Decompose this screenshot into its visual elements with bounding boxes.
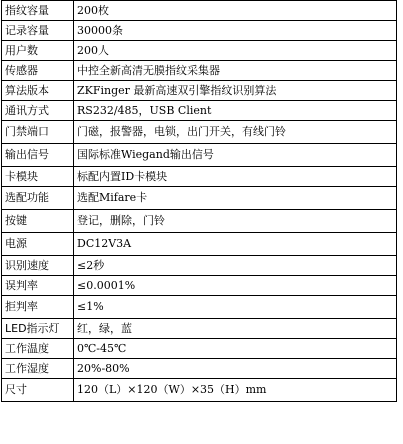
spec-label: LED指示灯 — [2, 319, 74, 339]
spec-value: 0℃-45℃ — [74, 339, 397, 359]
table-row — [2, 144, 397, 167]
spec-label: 通讯方式 — [2, 101, 74, 121]
table-row — [2, 81, 397, 101]
spec-value: 标配内置ID卡模块 — [74, 167, 397, 187]
spec-value: DC12V3A — [74, 233, 397, 256]
table-row — [2, 121, 397, 144]
spec-label: 识别速度 — [2, 256, 74, 276]
spec-label: 工作湿度 — [2, 359, 74, 379]
table-row — [2, 233, 397, 256]
spec-label: 选配功能 — [2, 187, 74, 210]
spec-value: 200枚 — [74, 1, 397, 21]
spec-label: 算法版本 — [2, 81, 74, 101]
table-row — [2, 167, 397, 187]
spec-value: 中控全新高清无膜指纹采集器 — [74, 61, 397, 81]
spec-value: 选配Mifare卡 — [74, 187, 397, 210]
spec-label: 电源 — [2, 233, 74, 256]
table-row — [2, 296, 397, 319]
table-row — [2, 339, 397, 359]
spec-label: 门禁端口 — [2, 121, 74, 144]
spec-value: RS232/485，USB Client — [74, 101, 397, 121]
spec-label: 传感器 — [2, 61, 74, 81]
spec-value: 30000条 — [74, 21, 397, 41]
spec-table-body — [2, 1, 397, 402]
table-row — [2, 276, 397, 296]
spec-value: ≤2秒 — [74, 256, 397, 276]
table-row — [2, 379, 397, 402]
spec-label: 按键 — [2, 210, 74, 233]
table-row — [2, 319, 397, 339]
spec-label: 拒判率 — [2, 296, 74, 319]
table-row — [2, 61, 397, 81]
spec-label: 误判率 — [2, 276, 74, 296]
table-row — [2, 41, 397, 61]
spec-value: 红，绿，蓝 — [74, 319, 397, 339]
spec-label: 记录容量 — [2, 21, 74, 41]
table-row — [2, 359, 397, 379]
spec-value: 200人 — [74, 41, 397, 61]
spec-label: 用户数 — [2, 41, 74, 61]
table-row — [2, 101, 397, 121]
table-row — [2, 256, 397, 276]
spec-value: 登记，删除，门铃 — [74, 210, 397, 233]
spec-label: 指纹容量 — [2, 1, 74, 21]
spec-label: 工作温度 — [2, 339, 74, 359]
table-row — [2, 21, 397, 41]
spec-value: 120（L）×120（W）×35（H）mm — [74, 379, 397, 402]
table-row — [2, 1, 397, 21]
spec-label: 卡模块 — [2, 167, 74, 187]
spec-value: ≤1% — [74, 296, 397, 319]
table-row — [2, 187, 397, 210]
spec-label: 输出信号 — [2, 144, 74, 167]
spec-label: 尺寸 — [2, 379, 74, 402]
spec-value: 20%-80% — [74, 359, 397, 379]
spec-value: 门磁，报警器，电锁，出门开关，有线门铃 — [74, 121, 397, 144]
spec-value: ZKFinger 最新高速双引擎指纹识别算法 — [74, 81, 397, 101]
spec-value: 国际标准Wiegand输出信号 — [74, 144, 397, 167]
spec-value: ≤0.0001% — [74, 276, 397, 296]
spec-table — [1, 0, 397, 402]
table-row — [2, 210, 397, 233]
